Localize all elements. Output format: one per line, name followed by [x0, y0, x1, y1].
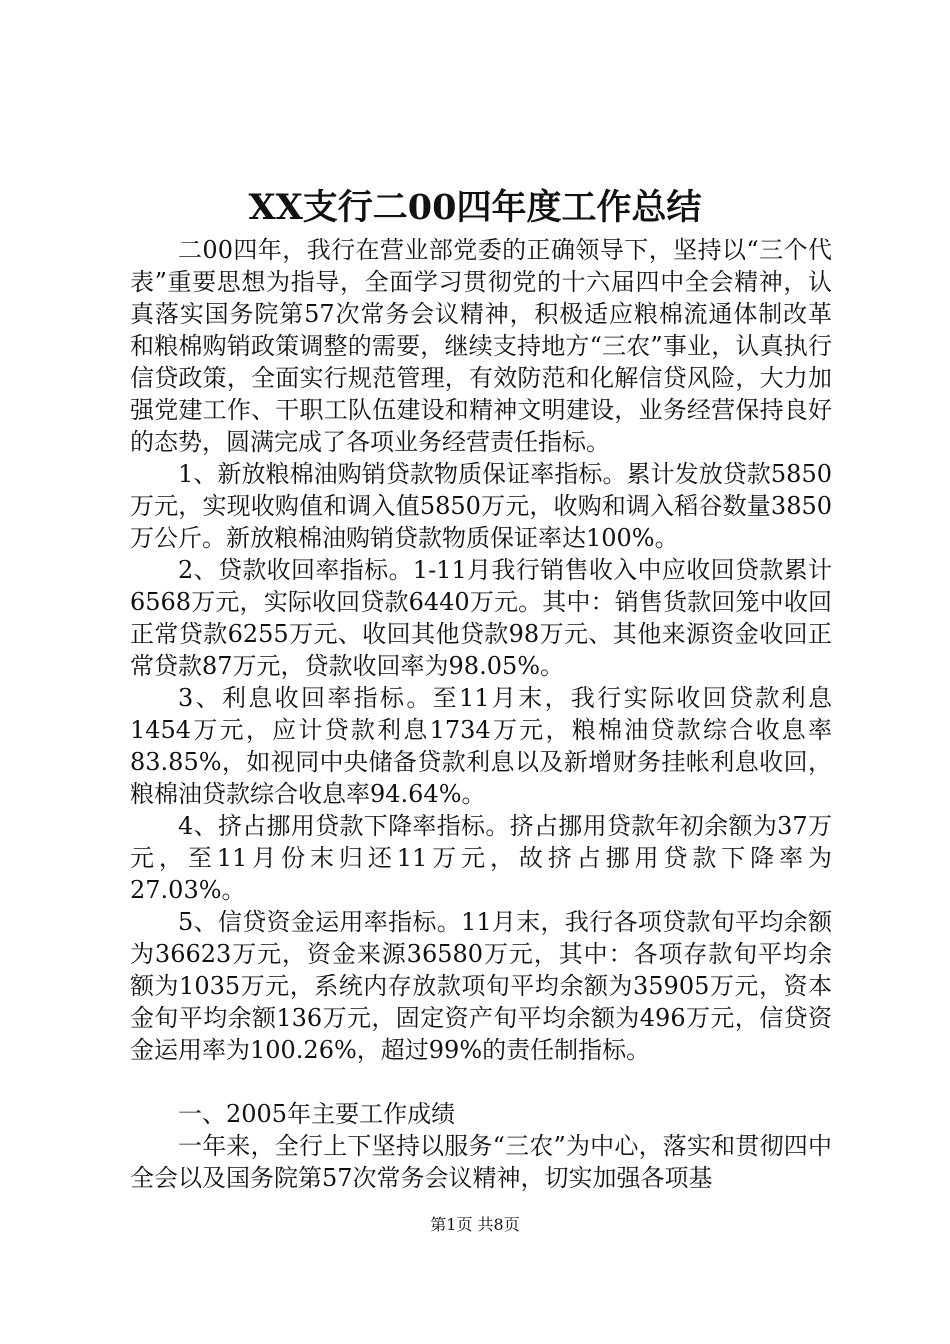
indicator-paragraph-2: 2、贷款收回率指标。1-11月我行销售收入中应收回贷款累计6568万元，实际收回贷款6440万元。其中：销售货款回笼中收回正常贷款6255万元、收回其他贷款98万元、其他来源资金收回正常贷款87万元，贷款收回率为98.05%。 — [130, 556, 832, 680]
section-heading: 一、2005年主要工作成绩 — [178, 1100, 456, 1128]
document-body — [130, 234, 832, 1194]
page-footer: 第1页 共8页 — [430, 1215, 520, 1234]
intro-paragraph: 二00四年，我行在营业部党委的正确领导下，坚持以“三个代表”重要思想为指导，全面学习贯彻党的十六届四中全会精神，认真落实国务院第57次常务会议精神，积极适应粮棉流通体制改革和粮棉购销政策调整的需要，继续支持地方“三农”事业，认真执行信贷政策，全面实行规范管理，有效防范和化解信贷风险，大力加强党建工作、干职工队伍建设和精神文明建设，业务经营保持良好的态势，圆满完成了各项业务经营责任指标。 — [130, 236, 832, 456]
section-paragraph: 一年来，全行上下坚持以服务“三农”为中心，落实和贯彻四中全会以及国务院第57次常务会议精神，切实加强各项基 — [130, 1132, 832, 1192]
indicator-paragraph-3: 3、利息收回率指标。至11月末，我行实际收回贷款利息1454万元，应计贷款利息1734万元，粮棉油贷款综合收息率83.85%，如视同中央储备贷款利息以及新增财务挂帐利息收回，粮棉油贷款综合收息率94.64%。 — [130, 684, 832, 808]
indicator-paragraph-1: 1、新放粮棉油购销贷款物质保证率指标。累计发放贷款5850万元，实现收购值和调入值5850万元，收购和调入稻谷数量3850万公斤。新放粮棉油购销贷款物质保证率达100%。 — [130, 460, 832, 552]
indicator-paragraph-5: 5、信贷资金运用率指标。11月末，我行各项贷款旬平均余额为36623万元，资金来源36580万元，其中：各项存款旬平均余额为1035万元，系统内存放款项旬平均余额为35905万元，资本金旬平均余额136万元，固定资产旬平均余额为496万元，信贷资金运用率为100.26%，超过99%的责任制指标。 — [130, 908, 832, 1064]
document-title: XX支行二00四年度工作总结 — [248, 187, 702, 228]
indicator-paragraph-4: 4、挤占挪用贷款下降率指标。挤占挪用贷款年初余额为37万元，至11月份末归还11万元，故挤占挪用贷款下降率为27.03%。 — [130, 812, 832, 904]
